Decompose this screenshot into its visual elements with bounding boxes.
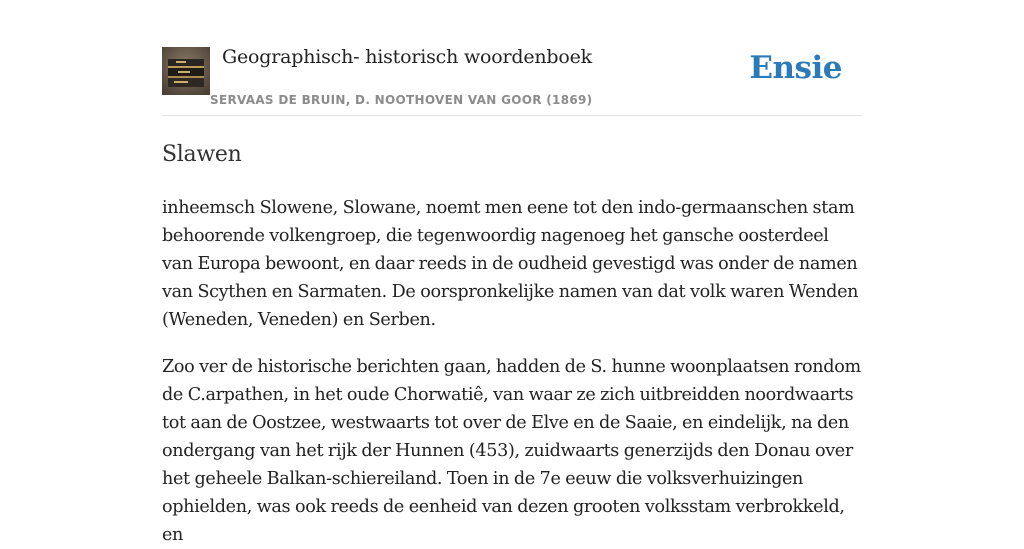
entry-title: Slawen — [162, 142, 242, 167]
book-spines-avatar-icon[interactable] — [162, 47, 210, 95]
source-header — [162, 0, 862, 116]
author-byline: SERVAAS DE BRUIN, D. NOOTHOVEN VAN GOOR (1869) — [210, 93, 593, 107]
book-title[interactable]: Geographisch- historisch woordenboek — [222, 46, 592, 68]
entry-content — [162, 0, 862, 549]
entry-paragraph: Zoo ver de historische berichten gaan, hadden de S. hunne woonplaatsen rondom de C.arpathen, in het oude Chorwatiê, van waar ze zich uitbreidden noordwaarts tot aan de Oostzee, westwaarts tot over de Elve en de Saaie, en eindelijk, na den ondergang van het rijk der Hunnen (453), zuidwaarts generzijds den Donau over het geheele Balkan-schiereiland. Toen in de 7e eeuw die volksverhuizingen ophielden, was ook reeds de eenheid van dezen grooten volksstam verbrokkeld, en — [162, 357, 861, 545]
entry-paragraph: inheemsch Slowene, Slowane, noemt men eene tot den indo-germaanschen stam behoorende volkengroep, die tegenwoordig nagenoeg het gansche oosterdeel van Europa bewoont, en daar reeds in de oudheid gevestigd was onder de namen van Scythen en Sarmaten. De oorspronkelijke namen van dat volk waren Wenden (Weneden, Veneden) en Serben. — [162, 198, 859, 330]
ensie-logo[interactable]: Ensie — [749, 50, 842, 86]
